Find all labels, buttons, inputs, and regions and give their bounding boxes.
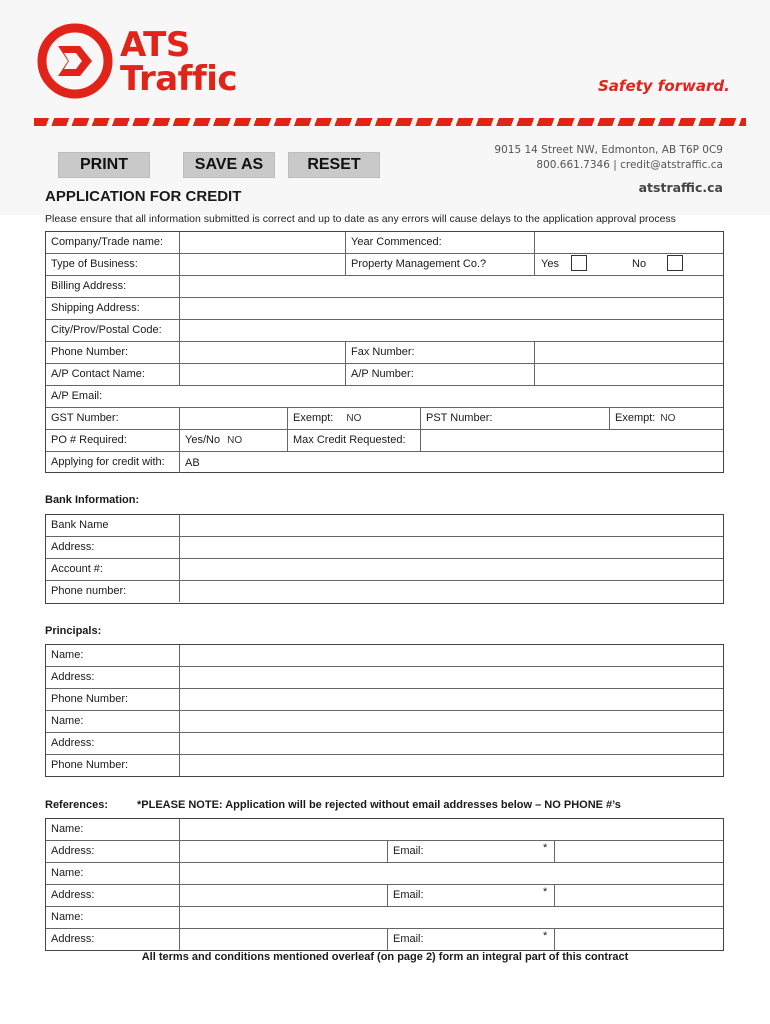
required-asterisk: * (543, 886, 548, 898)
pst-exempt-cell (609, 408, 723, 429)
form-title: APPLICATION FOR CREDIT (45, 188, 242, 205)
bank-phone-label: Phone number: (51, 585, 127, 597)
principals-table (45, 644, 724, 777)
table-row (46, 408, 723, 430)
table-row (46, 929, 723, 951)
ap-number-input[interactable] (534, 364, 723, 385)
table-row (46, 254, 723, 276)
billing-address-label: Billing Address: (51, 280, 127, 292)
fax-label: Fax Number: (345, 342, 534, 363)
reference-email-input[interactable] (554, 885, 723, 906)
email-label-text: Email: (393, 889, 424, 901)
principals-section-title: Principals: (45, 625, 102, 637)
references-section-title: References: (45, 799, 108, 811)
references-note: *PLEASE NOTE: Application will be rejected without email addresses below – NO PHONE #’s (137, 799, 621, 811)
bank-address-input[interactable] (179, 537, 723, 558)
gst-exempt-label: Exempt: (293, 412, 334, 424)
decorative-stripe (34, 118, 746, 126)
property-mgmt-no-checkbox[interactable] (667, 255, 683, 271)
principal-address-label: Address: (51, 671, 95, 683)
bank-name-input[interactable] (179, 515, 723, 536)
company-phone-email: 800.661.7346 | credit@atstraffic.ca (536, 159, 723, 171)
gst-input[interactable] (179, 408, 287, 429)
table-row (46, 559, 723, 581)
email-label-text: Email: (393, 845, 424, 857)
yes-label: Yes (541, 258, 559, 270)
principal-phone-label: Phone Number: (51, 759, 129, 771)
company-address: 9015 14 Street NW, Edmonton, AB T6P 0C9 (494, 144, 723, 156)
company-info-table (45, 231, 724, 473)
table-row (46, 645, 723, 667)
no-label: No (632, 258, 647, 270)
company-name-label: Company/Trade name: (51, 236, 164, 248)
required-asterisk: * (543, 842, 548, 854)
principal-name-input[interactable] (179, 645, 723, 666)
po-required-value[interactable]: NO (227, 435, 243, 446)
reference-address-label: Address: (51, 933, 95, 945)
reference-name-label: Name: (51, 823, 84, 835)
table-row (46, 386, 723, 408)
table-row (46, 537, 723, 559)
logo-line-1: ATS (120, 25, 190, 65)
reference-address-input[interactable] (179, 841, 387, 862)
table-row (46, 342, 723, 364)
principal-phone-label: Phone Number: (51, 693, 129, 705)
logo-line-2: Traffic (120, 59, 238, 99)
reset-button[interactable]: RESET (288, 152, 380, 178)
reference-email-label (387, 929, 554, 950)
reference-email-input[interactable] (554, 841, 723, 862)
property-mgmt-yes-checkbox[interactable] (571, 255, 587, 271)
table-row (46, 907, 723, 929)
table-row (46, 320, 723, 342)
principal-name-label: Name: (51, 649, 84, 661)
ap-email-input[interactable] (179, 386, 723, 407)
ap-contact-label: A/P Contact Name: (51, 368, 145, 380)
reference-address-input[interactable] (179, 885, 387, 906)
gst-exempt-cell (287, 408, 420, 429)
table-row (46, 711, 723, 733)
max-credit-input[interactable] (420, 430, 723, 451)
reference-name-label: Name: (51, 911, 84, 923)
reference-name-input[interactable] (179, 907, 723, 928)
slogan: Safety forward. (598, 77, 730, 95)
ap-number-label: A/P Number: (345, 364, 534, 385)
year-commenced-label: Year Commenced: (345, 232, 534, 253)
principal-address-input[interactable] (179, 733, 723, 754)
business-type-input[interactable] (179, 254, 345, 275)
phone-label: Phone Number: (51, 346, 129, 358)
applying-label: Applying for credit with: (51, 456, 165, 468)
table-row (46, 232, 723, 254)
principal-address-input[interactable] (179, 667, 723, 688)
city-input[interactable] (179, 320, 723, 341)
email-label-text: Email: (393, 933, 424, 945)
table-row (46, 581, 723, 603)
bank-address-label: Address: (51, 541, 95, 553)
principal-address-label: Address: (51, 737, 95, 749)
property-mgmt-label: Property Management Co.? (345, 254, 534, 275)
property-mgmt-options (534, 254, 723, 275)
table-row (46, 515, 723, 537)
bank-section-title: Bank Information: (45, 494, 140, 506)
table-row (46, 841, 723, 863)
reference-name-label: Name: (51, 867, 84, 879)
reference-address-input[interactable] (179, 929, 387, 950)
business-type-label: Type of Business: (51, 258, 138, 270)
bank-phone-input[interactable] (179, 581, 723, 602)
bank-account-label: Account #: (51, 563, 103, 575)
reference-name-input[interactable] (179, 819, 723, 840)
company-name-input[interactable] (179, 232, 345, 253)
yes-no-label: Yes/No (185, 434, 221, 446)
city-label: City/Prov/Postal Code: (51, 324, 162, 336)
shipping-address-input[interactable] (179, 298, 723, 319)
billing-address-input[interactable] (179, 276, 723, 297)
references-table (45, 818, 724, 951)
pst-exempt-label: Exempt: (615, 412, 656, 424)
company-website[interactable]: atstraffic.ca (638, 180, 723, 195)
reference-address-label: Address: (51, 845, 95, 857)
principal-phone-input[interactable] (179, 689, 723, 710)
reference-name-input[interactable] (179, 863, 723, 884)
shipping-address-label: Shipping Address: (51, 302, 140, 314)
po-required-label: PO # Required: (51, 434, 127, 446)
save-as-button[interactable]: SAVE AS (183, 152, 275, 178)
applying-value[interactable]: AB (179, 452, 723, 473)
table-row (46, 430, 723, 452)
reference-email-label (387, 841, 554, 862)
pst-label: PST Number: (420, 408, 609, 429)
principal-name-label: Name: (51, 715, 84, 727)
table-row (46, 689, 723, 711)
bank-table (45, 514, 724, 604)
ats-logo-icon (36, 22, 114, 100)
phone-input[interactable] (179, 342, 345, 363)
pst-exempt-value[interactable]: NO (660, 413, 676, 424)
reference-email-label (387, 885, 554, 906)
principal-phone-input[interactable] (179, 755, 723, 776)
principal-name-input[interactable] (179, 711, 723, 732)
max-credit-label: Max Credit Requested: (287, 430, 420, 451)
table-row (46, 733, 723, 755)
terms-footer: All terms and conditions mentioned overleaf (on page 2) form an integral part of this contract (141, 951, 629, 963)
ap-contact-input[interactable] (179, 364, 345, 385)
table-row (46, 364, 723, 386)
year-commenced-input[interactable] (534, 232, 723, 253)
table-row (46, 452, 723, 472)
table-row (46, 863, 723, 885)
table-row (46, 755, 723, 777)
gst-exempt-value[interactable]: NO (346, 413, 362, 424)
ap-email-label: A/P Email: (51, 390, 103, 402)
table-row (46, 819, 723, 841)
table-row (46, 667, 723, 689)
table-row (46, 298, 723, 320)
po-required-cell (179, 430, 287, 451)
bank-account-input[interactable] (179, 559, 723, 580)
form-instructions: Please ensure that all information submitted is correct and up to date as any errors will cause delays to the application approval process (45, 213, 676, 225)
table-row (46, 276, 723, 298)
table-row (46, 885, 723, 907)
bank-name-label: Bank Name (51, 519, 109, 531)
required-asterisk: * (543, 930, 548, 942)
reference-address-label: Address: (51, 889, 95, 901)
fax-input[interactable] (534, 342, 723, 363)
print-button[interactable]: PRINT (58, 152, 150, 178)
gst-label: GST Number: (51, 412, 119, 424)
reference-email-input[interactable] (554, 929, 723, 950)
